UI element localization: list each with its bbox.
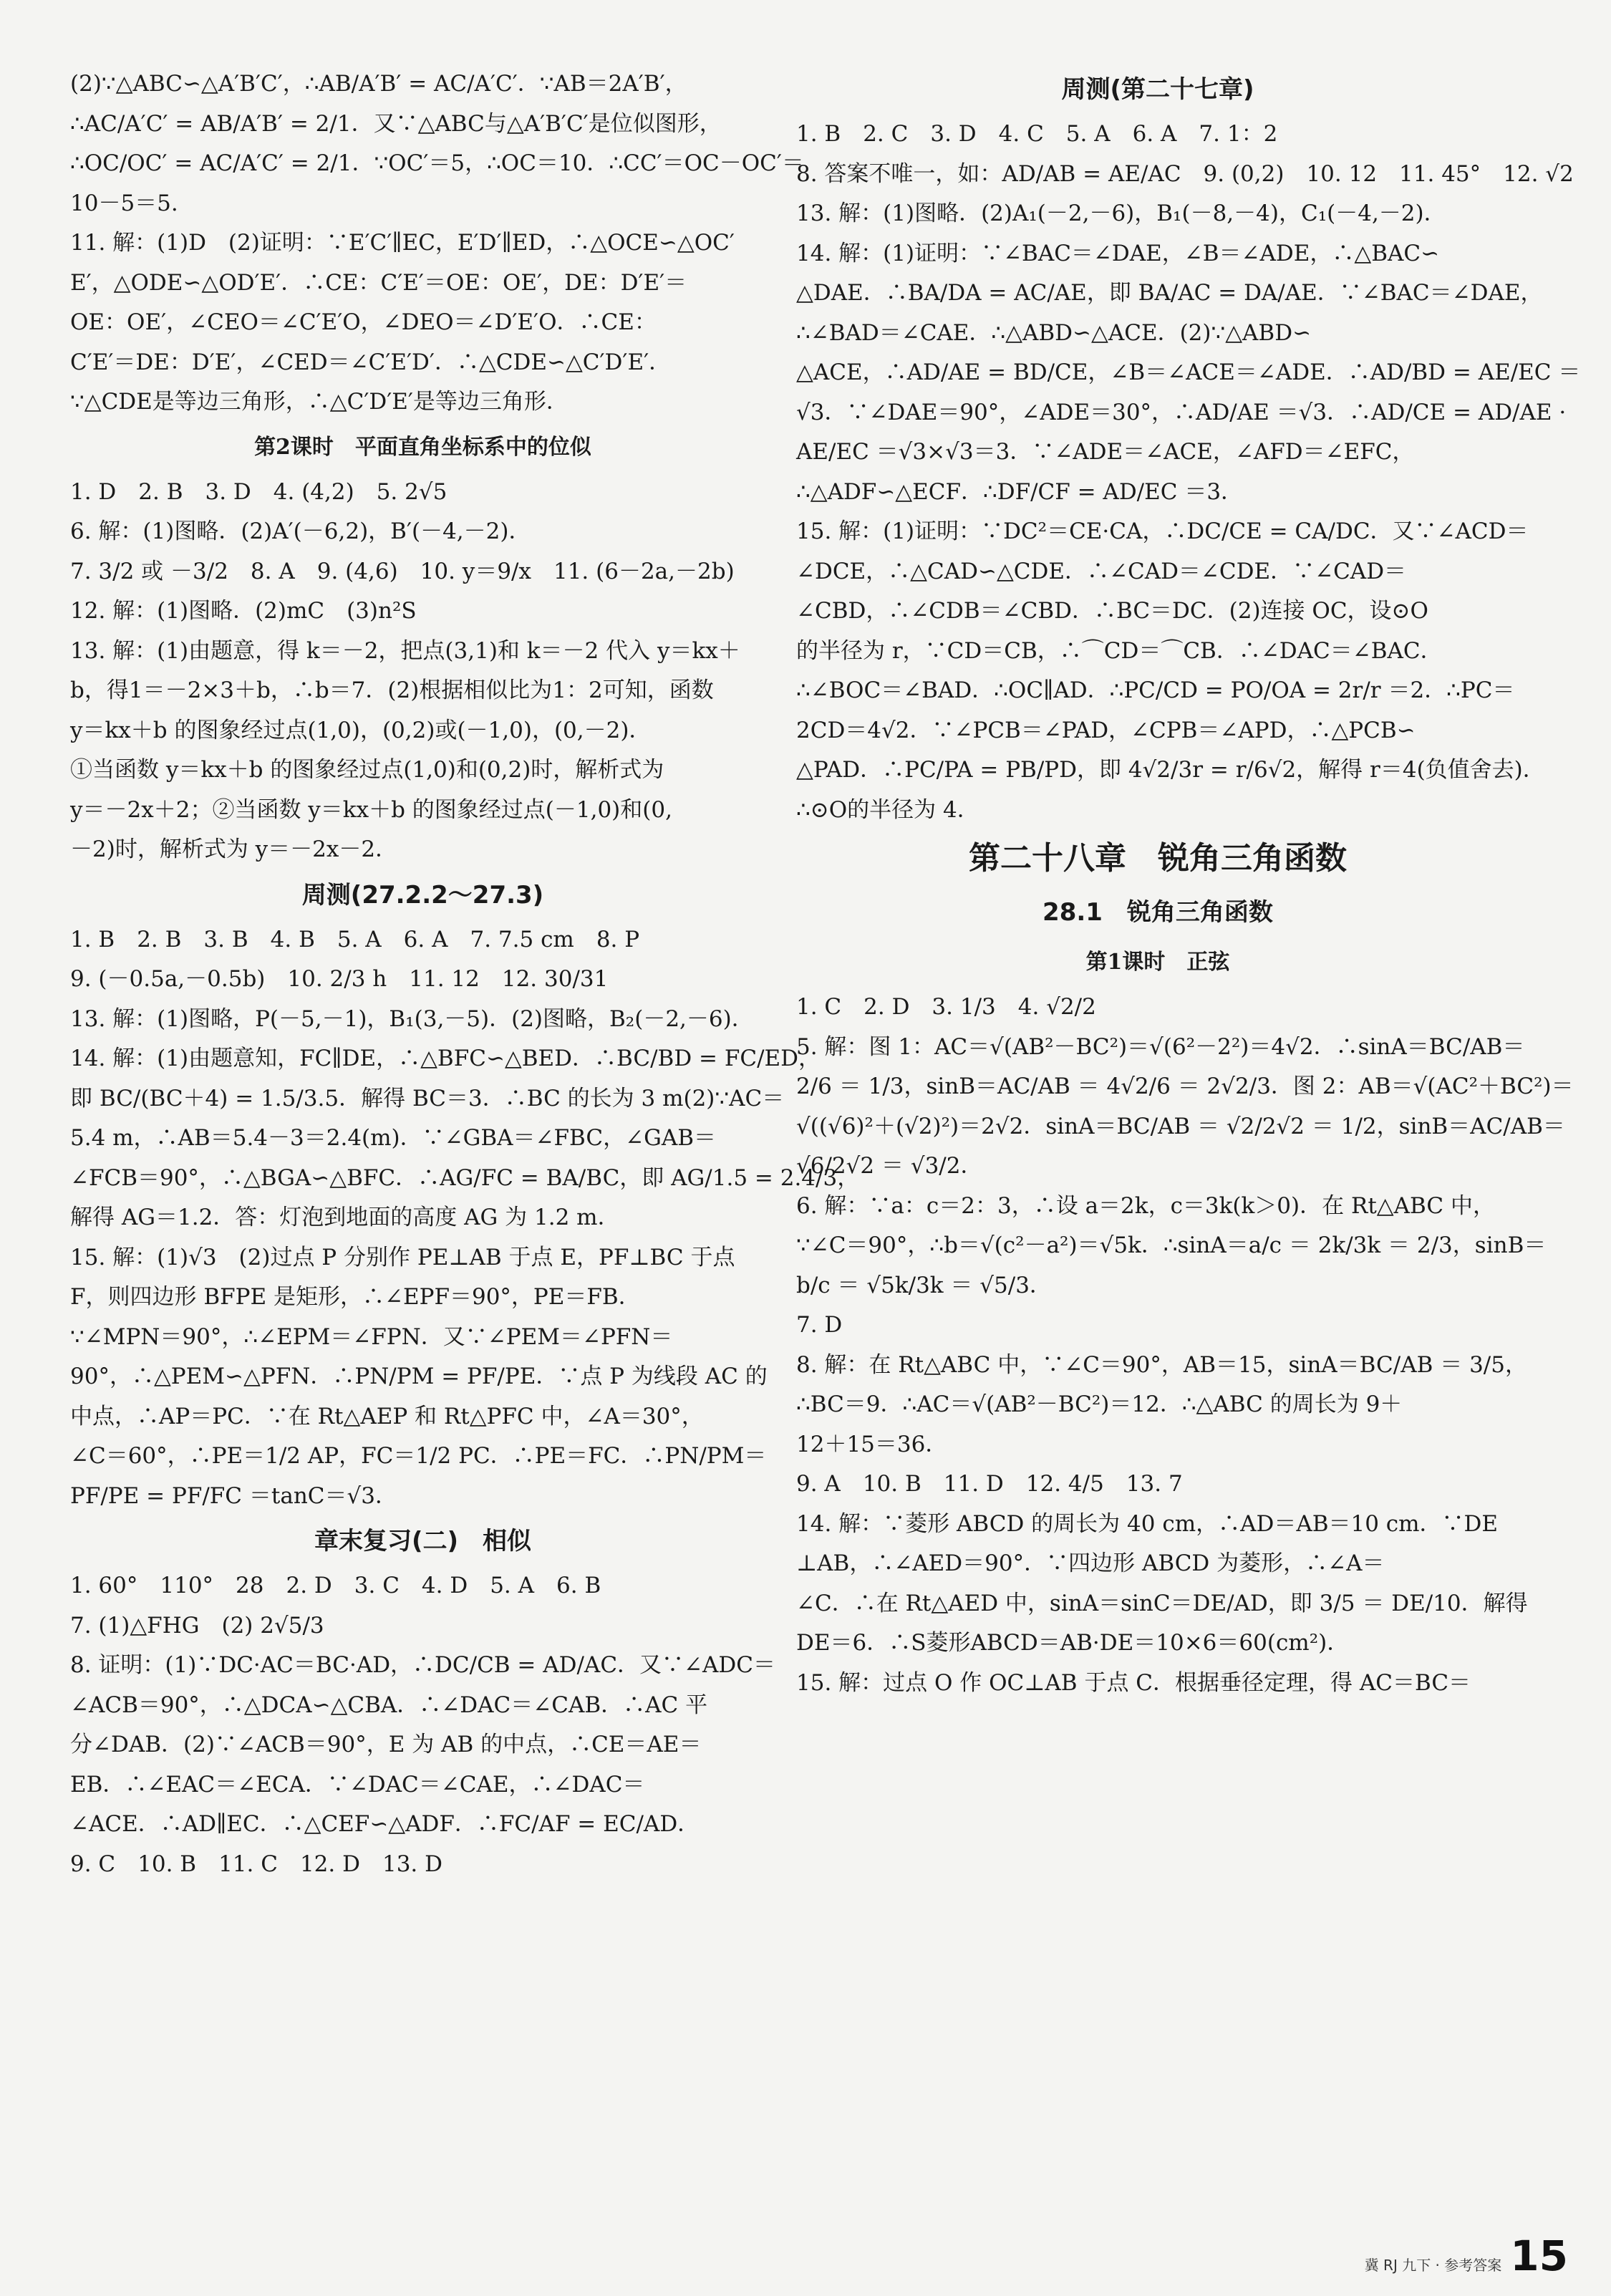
answer-line: 中点，∴AP＝PC．∵在 Rt△AEP 和 Rt△PFC 中，∠A＝30°， [70,1403,704,1429]
answer-line: 15. 解：(1)√3 (2)过点 P 分别作 PE⊥AB 于点 E，PF⊥BC 于点 [70,1244,735,1270]
answer-line: ∠FCB＝90°，∴△BGA∽△BFC．∴AG/FC = BA/BC，即 AG/1.5 = 2.4/3， [70,1164,860,1191]
answer-line: 2CD＝4√2．∵∠PCB＝∠PAD，∠CPB＝∠APD，∴△PCB∽ [796,717,1416,743]
answer-line: ∠ACB＝90°，∴△DCA∽△CBA．∴∠DAC＝∠CAB．∴AC 平 [70,1692,708,1718]
answer-line: 分∠DAB．(2)∵∠ACB＝90°，E 为 AB 的中点，∴CE＝AE＝ [70,1732,702,1757]
answer-line: ∠ACE．∴AD∥EC．∴△CEF∽△ADF．∴FC/AF = EC/AD． [70,1811,700,1837]
answer-line: 5. 解：图 1：AC＝√(AB²－BC²)＝√(6²－2²)＝4√2．∴sinA＝BC/AB＝ [796,1033,1525,1060]
answer-line: (2)∵△ABC∽△A′B′C′，∴AB/A′B′ = AC/A′C′．∵AB＝2A′B′， [70,71,687,97]
answer-line: 8. 答案不唯一，如：AD/AB = AE/AC 9. (0,2) 10. 12 11. 45° 12. √2 [796,160,1574,187]
section-heading: 第2课时 平面直角坐标系中的位似 [254,434,591,460]
answer-line: △PAD．∴PC/PA = PB/PD，即 4√2/3r = r/6√2，解得 r＝4(负值舍去)． [796,757,1545,783]
answer-line: √6/2√2 ＝ √3/2． [796,1153,983,1179]
answer-line: 15. 解：(1)证明：∵DC²＝CE·CA，∴DC/CE = CA/DC．又∵∠ACD＝ [796,518,1529,544]
answer-line: C′E′＝DE：D′E′，∠CED＝∠C′E′D′．∴△CDE∽△C′D′E′． [70,349,672,375]
answer-line: ∠C．∴在 Rt△AED 中，sinA＝sinC＝DE/AD，即 3/5 ＝ DE/10．解得 [796,1590,1528,1616]
answer-line: ∠DCE，∴△CAD∽△CDE．∴∠CAD＝∠CDE．∵∠CAD＝ [796,558,1407,584]
answer-line: 12. 解：(1)图略．(2)mC (3)n²S [70,598,417,624]
answer-line: 1. D 2. B 3. D 4. (4,2) 5. 2√5 [70,478,448,505]
answer-line: 14. 解：∵菱形 ABCD 的周长为 40 cm，∴AD＝AB＝10 cm．∵DE [796,1510,1499,1537]
answer-line: 15. 解：过点 O 作 OC⊥AB 于点 C．根据垂径定理，得 AC＝BC＝ [796,1669,1471,1696]
section-heading: 周测(第二十七章) [1061,75,1254,104]
answer-line: 13. 解：(1)图略，P(－5,－1)，B₁(3,－5)．(2)图略，B₂(－2,－6)． [70,1005,754,1032]
answer-line: 8. 证明：(1)∵DC·AC＝BC·AD，∴DC/CB = AD/AC．又∵∠ADC＝ [70,1652,775,1678]
answer-line: √3．∵∠DAE＝90°，∠ADE＝30°，∴AD/AE ＝√3．∴AD/CE = AD/AE · [796,399,1567,425]
answer-line: ∴∠BAD＝∠CAE．∴△ABD∽△ACE．(2)∵△ABD∽ [796,319,1312,346]
answer-line: ∵∠C＝90°，∴b＝√(c²－a²)＝√5k．∴sinA＝a/c ＝ 2k/3k ＝ 2/3，sinB＝ [796,1233,1547,1258]
answer-line: √((√6)²＋(√2)²)＝2√2．sinA＝BC/AB ＝ √2/2√2 ＝ 1/2，sinB＝AC/AB＝ [796,1113,1565,1139]
answer-line: 11. 解：(1)D (2)证明：∵E′C′∥EC，E′D′∥ED，∴△OCE∽△OC′ [70,230,735,256]
answer-line: －2)时，解析式为 y＝－2x－2． [70,836,398,862]
answer-line: 13. 解：(1)由题意，得 k＝－2，把点(3,1)和 k＝－2 代入 y＝kx＋ [70,637,740,664]
answer-line: ∴△ADF∽△ECF．∴DF/CF = AD/EC ＝3． [796,478,1244,505]
answer-line: 即 BC/(BC＋4) = 1.5/3.5．解得 BC＝3．∴BC 的长为 3 m(2)∵AC＝ [70,1085,785,1111]
answer-line: ∠C＝60°，∴PE＝1/2 AP，FC＝1/2 PC．∴PE＝FC．∴PN/PM＝ [70,1443,767,1469]
answer-line: 7. 3/2 或 －3/2 8. A 9. (4,6) 10. y＝9/x 11. (6－2a,－2b) [70,558,735,584]
answer-line: ∠CBD，∴∠CDB＝∠CBD．∴BC＝DC．(2)连接 OC，设⊙O [796,598,1428,624]
answer-line: 1. B 2. B 3. B 4. B 5. A 6. A 7. 7.5 cm 8. P [70,926,640,952]
answer-line: y＝kx＋b 的图象经过点(1,0)，(0,2)或(－1,0)，(0,－2)． [70,717,652,743]
answer-line: 10－5＝5. [70,190,178,216]
answer-line: AE/EC ＝√3×√3＝3．∵∠ADE＝∠ACE，∠AFD＝∠EFC， [796,439,1415,465]
answer-line: OE：OE′，∠CEO＝∠C′E′O，∠DEO＝∠D′E′O．∴CE： [70,309,657,335]
answer-line: ∵△CDE是等边三角形，∴△C′D′E′是等边三角形． [70,389,569,415]
section-heading: 第1课时 正弦 [1085,950,1230,975]
answer-line: 13. 解：(1)图略．(2)A₁(－2,－6)，B₁(－8,－4)，C₁(－4,－2)． [796,201,1446,226]
answer-line: 9. A 10. B 11. D 12. 4/5 13. 7 [796,1471,1183,1497]
answer-line: ∴⊙O的半径为 4． [796,796,979,823]
page-number: 15 [1510,2232,1568,2280]
answer-line: ∵∠MPN＝90°，∴∠EPM＝∠FPN．又∵∠PEM＝∠PFN＝ [70,1323,673,1350]
answer-line: △DAE．∴BA/DA = AC/AE，即 BA/AC = DA/AE．∵∠BAC＝∠DAE， [796,280,1543,306]
answer-line: E′，△ODE∽△OD′E′．∴CE：C′E′＝OE：OE′，DE：D′E′＝ [70,269,687,296]
answer-line: 8. 解：在 Rt△ABC 中，∵∠C＝90°，AB＝15，sinA＝BC/AB ＝ 3/5， [796,1351,1527,1378]
answer-line: 12＋15＝36． [796,1431,948,1457]
answer-line: 9. (－0.5a,－0.5b) 10. 2/3 h 11. 12 12. 30/31 [70,966,609,992]
footer-label: 冀 RJ 九下 · 参考答案 [1364,2257,1502,2274]
answer-line: 1. B 2. C 3. D 4. C 5. A 6. A 7. 1：2 [796,121,1278,147]
answer-line: F，则四边形 BFPE 是矩形，∴∠EPF＝90°，PE＝FB． [70,1284,641,1310]
answer-line: ∴AC/A′C′ = AB/A′B′ = 2/1．又∵△ABC与△A′B′C′是位似图形， [70,110,722,137]
section-heading: 第二十八章 锐角三角函数 [969,840,1347,877]
answer-line: ∴∠BOC＝∠BAD．∴OC∥AD．∴PC/CD = PO/OA = 2r/r ＝2．∴PC＝ [796,677,1515,703]
answer-line: 7. D [796,1312,843,1338]
answer-line: 14. 解：(1)证明：∵∠BAC＝∠DAE，∠B＝∠ADE，∴△BAC∽ [796,240,1440,266]
section-heading: 28.1 锐角三角函数 [1042,898,1273,927]
answer-line: 解得 AG＝1.2．答：灯泡到地面的高度 AG 为 1.2 m． [70,1205,620,1230]
right-column [796,64,1581,1703]
answer-line: ①当函数 y＝kx＋b 的图象经过点(1,0)和(0,2)时，解析式为 [70,757,664,783]
answer-line: 14. 解：(1)由题意知，FC∥DE，∴△BFC∽△BED．∴BC/BD = FC/ED， [70,1046,821,1071]
answer-line: b/c ＝ √5k/3k ＝ √5/3． [796,1272,1052,1298]
section-heading: 章末复习(二) 相似 [314,1527,532,1555]
answer-line: 90°，∴△PEM∽△PFN．∴PN/PM = PF/PE．∵点 P 为线段 AC 的 [70,1364,768,1389]
answer-line: △ACE，∴AD/AE = BD/CE，∠B＝∠ACE＝∠ADE．∴AD/BD = AE/EC ＝ [796,360,1581,385]
answer-line: 6. 解：(1)图略．(2)A′(－6,2)，B′(－4,－2)． [70,518,531,544]
answer-line: y＝－2x＋2；②当函数 y＝kx＋b 的图象经过点(－1,0)和(0, [70,796,672,823]
answer-line: 2/6 ＝ 1/3，sinB＝AC/AB ＝ 4√2/6 ＝ 2√2/3．图 2：AB＝√(AC²＋BC²)＝ [796,1074,1574,1099]
answer-line: 1. 60° 110° 28 2. D 3. C 4. D 5. A 6. B [70,1573,601,1598]
answer-line: ⊥AB，∴∠AED＝90°．∵四边形 ABCD 为菱形，∴∠A＝ [796,1550,1385,1576]
answer-line: DE＝6．∴S菱形ABCD＝AB·DE＝10×6＝60(cm²)． [796,1630,1350,1656]
answer-line: 7. (1)△FHG (2) 2√5/3 [70,1612,324,1639]
answer-line: EB．∴∠EAC＝∠ECA．∵∠DAC＝∠CAE，∴∠DAC＝ [70,1771,645,1798]
answer-line: 的半径为 r，∵CD＝CB，∴⌒CD＝⌒CB．∴∠DAC＝∠BAC． [796,637,1443,664]
section-heading: 周测(27.2.2～27.3) [301,880,544,910]
answer-line: ∴OC/OC′ = AC/A′C′ = 2/1．∵OC′＝5，∴OC＝10．∴CC′＝OC－OC′＝ [70,150,804,176]
answer-line: 5.4 m，∴AB＝5.4－3＝2.4(m)．∵∠GBA＝∠FBC，∠GAB＝ [70,1125,716,1151]
answer-line: 9. C 10. B 11. C 12. D 13. D [70,1851,442,1877]
answer-line: 1. C 2. D 3. 1/3 4. √2/2 [796,994,1096,1020]
answer-line: ∴BC＝9．∴AC＝√(AB²－BC²)＝12．∴△ABC 的周长为 9＋ [796,1391,1403,1417]
answer-line: PF/PE = PF/FC ＝tanC＝√3． [70,1482,397,1509]
page-footer [1365,2232,1568,2280]
answer-line: b，得1＝－2×3＋b，∴b＝7．(2)根据相似比为1：2可知，函数 [70,677,714,703]
answer-line: 6. 解：∵a：c＝2：3，∴设 a＝2k，c＝3k(k＞0)．在 Rt△ABC 中， [796,1192,1495,1219]
